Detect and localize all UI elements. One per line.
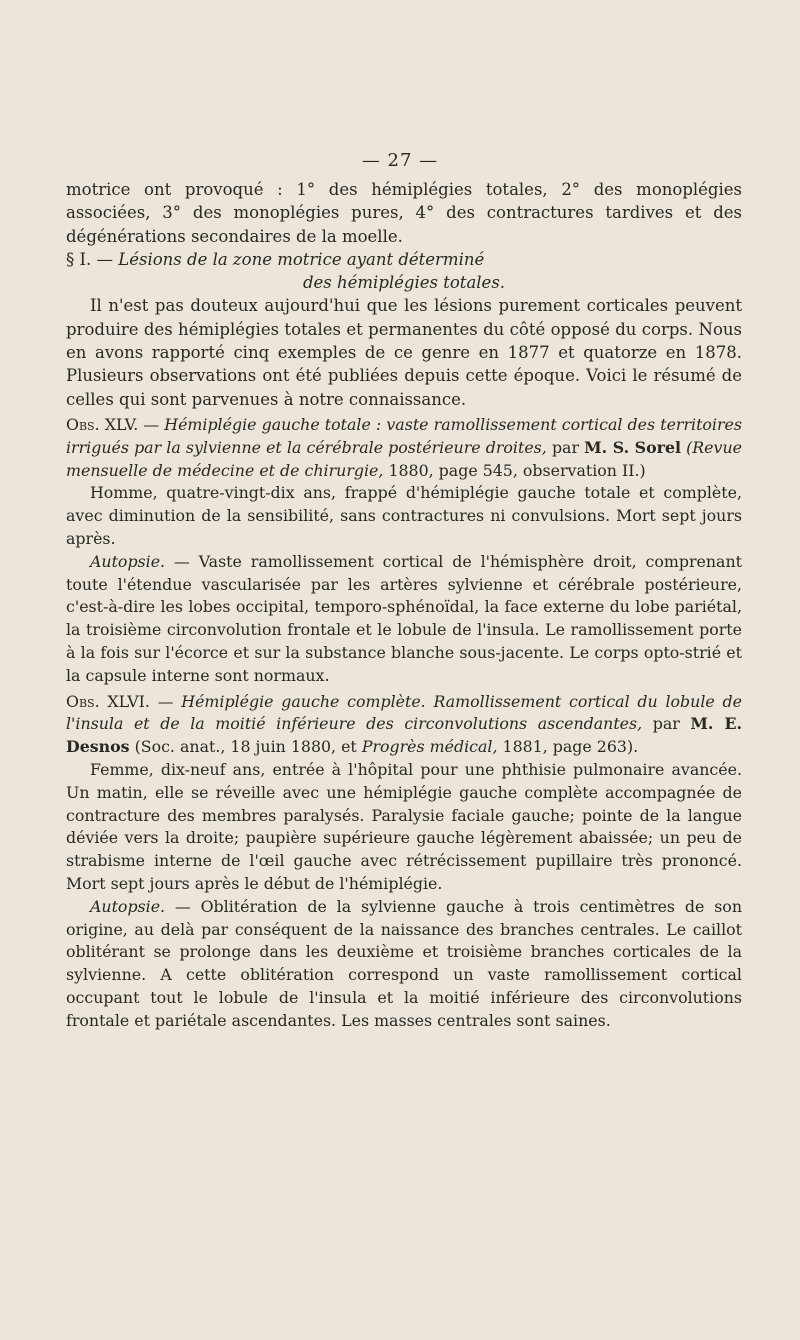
section-title-line2: des hémiplégies totales. bbox=[302, 273, 506, 293]
observation-46-title: — Hémiplégie gauche complète. Ramollissement cortical du lobule de l'insula et de la moitié inférieure des circonvolutions ascendantes, bbox=[66, 691, 742, 734]
observation-45-author-prefix: par bbox=[551, 437, 580, 457]
observation-45-autopsy-text: — Vaste ramollissement cortical de l'hémisphère droit, comprenant toute l'étendue vascularisée par les artères sylvienne et cérébrale postérieure, c'est-à-dire les lobes occipital, temporo-sphénoïdal, la face externe du lobe pariétal, la troisième circonvolution frontale et le lobule de l'insula. Le ramollissement porte à la fois sur l'écorce et sur la substance blanche sous-jacente. Le corps opto-strié et la capsule interne sont normaux. bbox=[66, 551, 743, 685]
observation-46-heading bbox=[66, 691, 742, 759]
observation-45-heading bbox=[66, 414, 742, 482]
observation-45-author: M. S. Sorel bbox=[584, 437, 681, 457]
observation-46-author-prefix: par bbox=[652, 714, 680, 734]
page-body bbox=[66, 178, 742, 1032]
section-paragraph: Il n'est pas douteux aujourd'hui que les lésions purement corticales peuvent produire des hémiplégies totales et permanentes du côté opposé du corps. Nous en avons rapporté cinq exemples de ce genre en 1877 et quatorze en 1878. Plusieurs observations ont été publiées depuis cette époque. Voici le résumé de celles qui sont parvenues à notre connaissance. bbox=[66, 296, 742, 409]
observation-46-reference: (Soc. anat., 18 juin 1880, et bbox=[134, 737, 357, 757]
section-title-line1: Lésions de la zone motrice ayant déterminé bbox=[118, 249, 485, 269]
section-number: § I. — bbox=[66, 249, 114, 269]
observation-45-autopsy bbox=[66, 551, 742, 688]
observation-46-label: Obs. XLVI. bbox=[66, 691, 150, 711]
page-number: — 27 — bbox=[361, 150, 439, 171]
observation-46-autopsy-label: Autopsie. bbox=[90, 896, 166, 916]
observation-46-author: M. E. Desnos bbox=[66, 714, 742, 757]
intro-paragraph: motrice ont provoqué : 1° des hémiplégies totales, 2° des monoplégies associées, 3° des monoplégies pures, 4° des contractures tardives et des dégénérations secondaires de la moelle. bbox=[66, 180, 742, 246]
observation-46-reference-journal: Progrès médical, bbox=[361, 737, 498, 757]
observation-45-label: Obs. XLV. bbox=[66, 414, 139, 434]
observation-46-autopsy bbox=[66, 896, 742, 1033]
observation-45-title: — Hémiplégie gauche totale : vaste ramollissement cortical des territoires irrigués par la sylvienne et la cérébrale postérieure droites, bbox=[66, 414, 742, 457]
observation-45-autopsy-label: Autopsie. bbox=[90, 551, 166, 571]
observation-45-reference: (Revue mensuelle de médecine et de chirurgie, bbox=[66, 437, 742, 480]
section-heading bbox=[66, 248, 742, 271]
observation-45-case: Homme, quatre-vingt-dix ans, frappé d'hémiplégie gauche totale et complète, avec diminution de la sensibilité, sans contractures ni convulsions. Mort sept jours après. bbox=[66, 483, 742, 548]
observation-46-reference-rest: 1881, page 263). bbox=[502, 737, 639, 757]
observation-46-case: Femme, dix-neuf ans, entrée à l'hôpital pour une phthisie pulmonaire avancée. Un matin, elle se réveille avec une hémiplégie gauche complète accompagnée de contracture des membres paralysés. Paralysie faciale gauche; pointe de la langue déviée vers la droite; paupière supérieure gauche légèrement abaissée; un peu de strabisme interne de l'œil gauche avec rétrécissement pupillaire très prononcé. Mort sept jours après le début de l'hémiplégie. bbox=[66, 759, 742, 893]
observation-45-reference-rest: 1880, page 545, observation II.) bbox=[388, 460, 646, 480]
observation-46-autopsy-text: — Oblitération de la sylvienne gauche à trois centimètres de son origine, au delà par conséquent de la naissance des branches centrales. Le caillot oblitérant se prolonge dans les deuxième et troisième branches corticales de la sylvienne. A cette oblitération correspond un vaste ramollissement cortical occupant tout le lobule de l'insula et la moitié inférieure des circonvolutions frontale et pariétale ascendantes. Les masses centrales sont saines. bbox=[66, 896, 742, 1030]
